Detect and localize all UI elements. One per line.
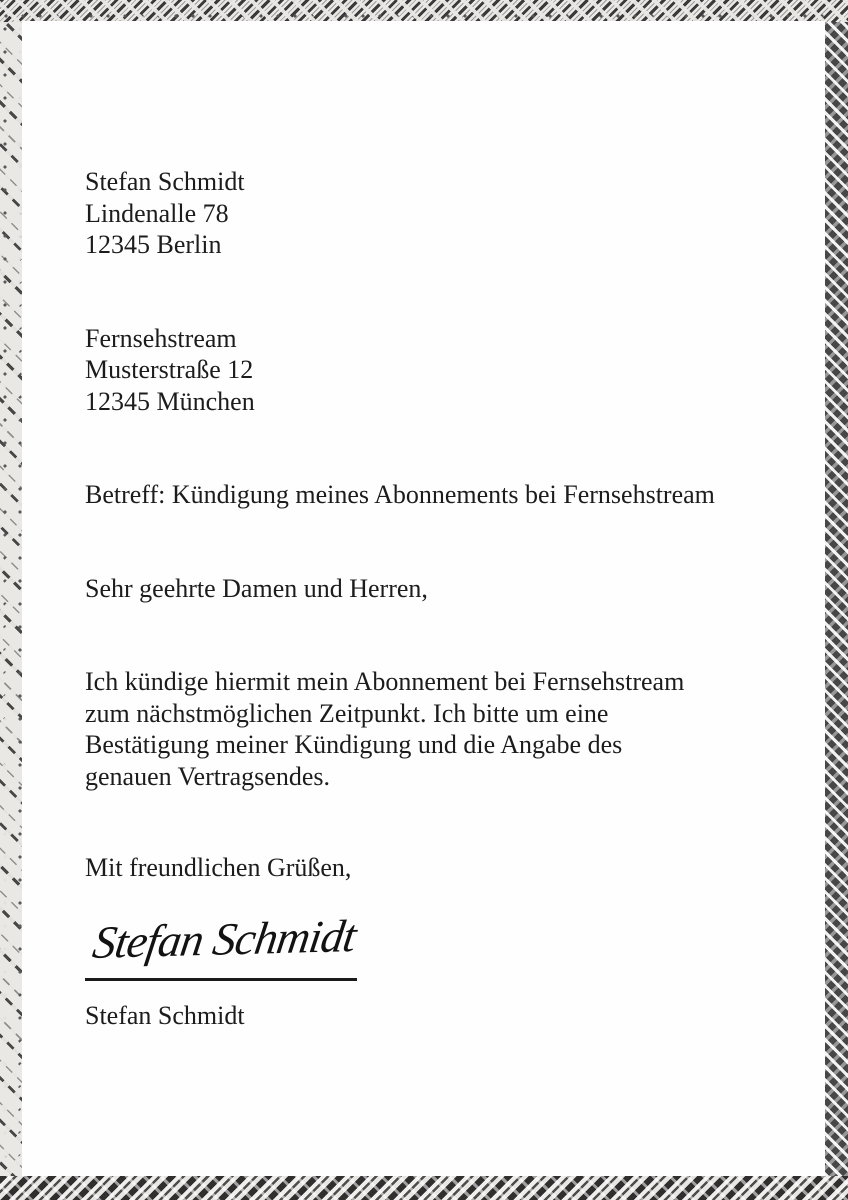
body-line: Ich kündige hiermit mein Abonnement bei Fernsehstream bbox=[85, 667, 685, 696]
letter-page bbox=[22, 21, 825, 1176]
handwritten-signature: Stefan Schmidt bbox=[89, 909, 360, 968]
body-line: genauen Vertragsendes. bbox=[85, 761, 330, 791]
salutation: Sehr geehrte Damen und Herren, bbox=[85, 573, 428, 603]
closing-phrase: Mit freundlichen Grüßen, bbox=[85, 853, 352, 882]
recipient-name: Fernsehstream bbox=[85, 323, 237, 353]
body-line: zum nächstmöglichen Zeitpunkt. Ich bitte um eine bbox=[85, 698, 609, 728]
sender-street: Lindenalle 78 bbox=[85, 198, 229, 228]
recipient-address bbox=[85, 323, 755, 418]
signer-printed-name: Stefan Schmidt bbox=[85, 1000, 245, 1030]
decorative-border-bottom bbox=[0, 1176, 848, 1200]
recipient-street: Musterstraße 12 bbox=[85, 355, 254, 384]
subject-line: Betreff: Kündigung meines Abonnements bei Fernsehstream bbox=[85, 480, 715, 509]
sender-name: Stefan Schmidt bbox=[85, 167, 245, 196]
signature-underline bbox=[85, 978, 357, 981]
signature-block bbox=[85, 909, 755, 1032]
sender-city: 12345 Berlin bbox=[85, 230, 222, 259]
letter-body bbox=[85, 666, 755, 792]
decorative-border-top bbox=[0, 0, 848, 22]
body-line: Bestätigung meiner Kündigung und die Angabe des bbox=[85, 730, 623, 759]
sender-address bbox=[85, 166, 755, 261]
recipient-city: 12345 München bbox=[85, 386, 255, 416]
decorative-border-right bbox=[825, 22, 848, 1176]
decorative-border-left bbox=[0, 22, 22, 1176]
